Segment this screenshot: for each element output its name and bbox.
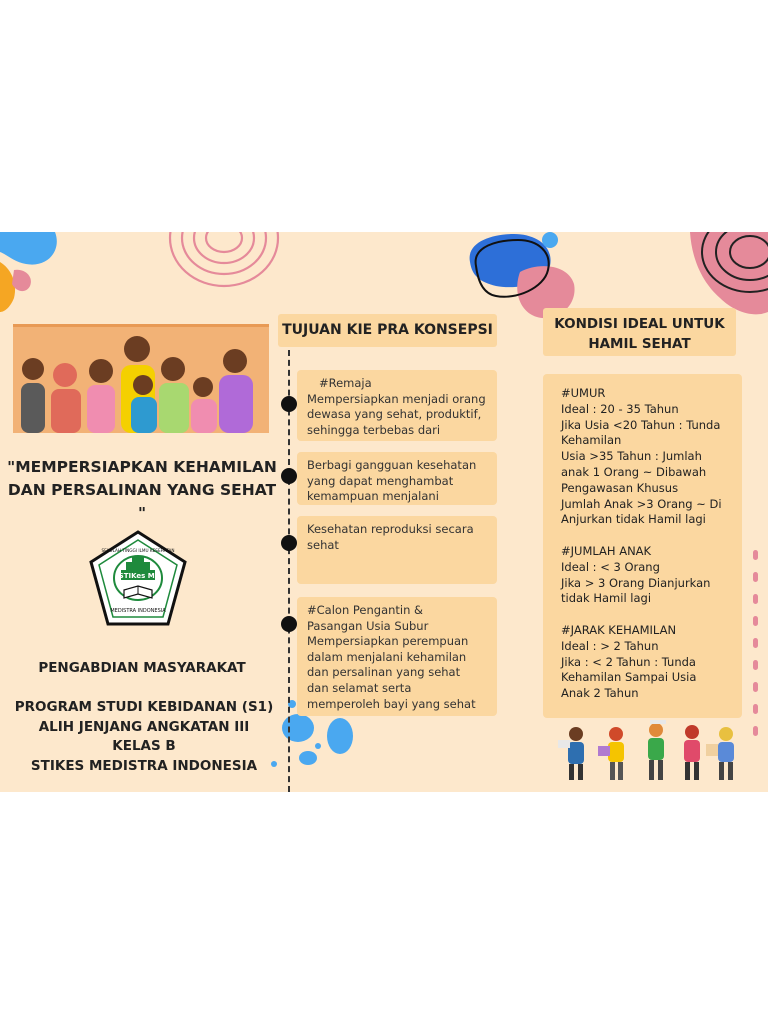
- umur-line: Pengawasan Khusus: [561, 480, 679, 495]
- timeline-dot: [281, 468, 297, 484]
- brochure: [0, 232, 768, 792]
- card-line: Mempersiapkan menjadi orang: [307, 391, 486, 406]
- jumlah-anak-line: tidak Hamil lagi: [561, 591, 652, 606]
- umur-line: #UMUR: [561, 386, 606, 400]
- family-illustration: [13, 324, 269, 433]
- goal-card-remaja: [297, 370, 497, 441]
- jarak-line: Anak 2 Tahun: [561, 686, 639, 701]
- pengabdian-heading: PENGABDIAN MASYARAKAT: [38, 660, 246, 676]
- kids-illustration: [554, 720, 740, 784]
- card-line: Kesehatan reproduksi secara: [307, 522, 474, 536]
- jumlah-anak-line: Ideal : < 3 Orang: [561, 559, 660, 574]
- umur-line: Jumlah Anak >3 Orang ~ Di: [561, 496, 722, 511]
- program-line: STIKES MEDISTRA INDONESIA: [30, 757, 258, 774]
- timeline-dot: [281, 535, 297, 551]
- left-column: [0, 232, 280, 792]
- spacer: [561, 528, 736, 544]
- umur-line: anak 1 Orang ~ Dibawah: [561, 464, 707, 479]
- logo-bottom-text: MEDISTRA INDONESIA: [110, 608, 166, 614]
- card-line: dalam menjalani kehamilan: [307, 649, 467, 664]
- kondisi-title-line: KONDISI IDEAL UNTUK: [554, 316, 725, 332]
- umur-line: Usia >35 Tahun : Jumlah: [561, 449, 702, 464]
- card-line: yang dapat menghambat: [307, 473, 454, 488]
- umur-line: Anjurkan tidak Hamil lagi: [561, 512, 706, 527]
- jarak-line: Jika : < 2 Tahun : Tunda: [561, 654, 696, 669]
- card-line: kemampuan menjalani: [307, 489, 439, 504]
- goal-card-reproduksi: [297, 516, 497, 584]
- logo-badge-text: STIKes MI: [118, 572, 158, 580]
- timeline-dot: [281, 616, 297, 632]
- goal-card-catin: [297, 597, 497, 716]
- jumlah-anak-line: Jika > 3 Orang Dianjurkan: [561, 575, 711, 590]
- card-line: sehat: [307, 537, 339, 552]
- spacer: [561, 607, 736, 623]
- program-line: KELAS B: [112, 738, 176, 754]
- program-block: [4, 698, 284, 776]
- jarak-line: Kehamilan Sampai Usia: [561, 670, 697, 685]
- tujuan-title: TUJUAN KIE PRA KONSEPSI: [278, 314, 497, 347]
- goal-card-gangguan: [297, 452, 497, 505]
- card-line: Berbagi gangguan kesehatan: [307, 458, 477, 472]
- jarak-line: Ideal : > 2 Tahun: [561, 638, 659, 653]
- program-line: PROGRAM STUDI KEBIDANAN (S1): [14, 699, 274, 715]
- card-line: dan persalinan yang sehat: [307, 665, 461, 680]
- card-line: memperoleh bayi yang sehat: [307, 696, 476, 711]
- jumlah-anak-line: #JUMLAH ANAK: [561, 543, 652, 558]
- card-line: dewasa yang sehat, produktif,: [307, 407, 482, 422]
- side-dots-decoration: [752, 550, 760, 750]
- timeline-dot: [281, 396, 297, 412]
- kondisi-title-line: HAMIL SEHAT: [588, 336, 691, 352]
- timeline-line: [288, 350, 290, 792]
- program-line: ALIH JENJANG ANGKATAN III: [38, 718, 250, 735]
- jarak-line: #JARAK KEHAMILAN: [561, 622, 677, 637]
- card-line: Mempersiapkan perempuan: [307, 634, 469, 649]
- umur-line: Ideal : 20 - 35 Tahun: [561, 401, 679, 416]
- kondisi-info-panel: [543, 374, 742, 718]
- card-line: Pasangan Usia Subur: [307, 618, 429, 633]
- kondisi-title: [543, 308, 736, 356]
- umur-line: Jika Usia <20 Tahun : Tunda: [561, 417, 721, 432]
- card-line: #Calon Pengantin &: [307, 603, 424, 617]
- card-line: dan selamat serta: [307, 680, 412, 695]
- logo-top-text: SEKOLAH TINGGI ILMU KESEHATAN: [101, 548, 175, 553]
- slogan-line: "MEMPERSIAPKAN KEHAMILAN: [7, 458, 277, 476]
- college-logo: [88, 530, 188, 628]
- slogan-line: DAN PERSALINAN YANG SEHAT ": [7, 481, 277, 522]
- card-line: sehingga terbebas dari: [307, 422, 441, 437]
- card-line: #Remaja: [319, 376, 372, 390]
- umur-line: Kehamilan: [561, 433, 622, 448]
- slogan-text: [4, 456, 280, 525]
